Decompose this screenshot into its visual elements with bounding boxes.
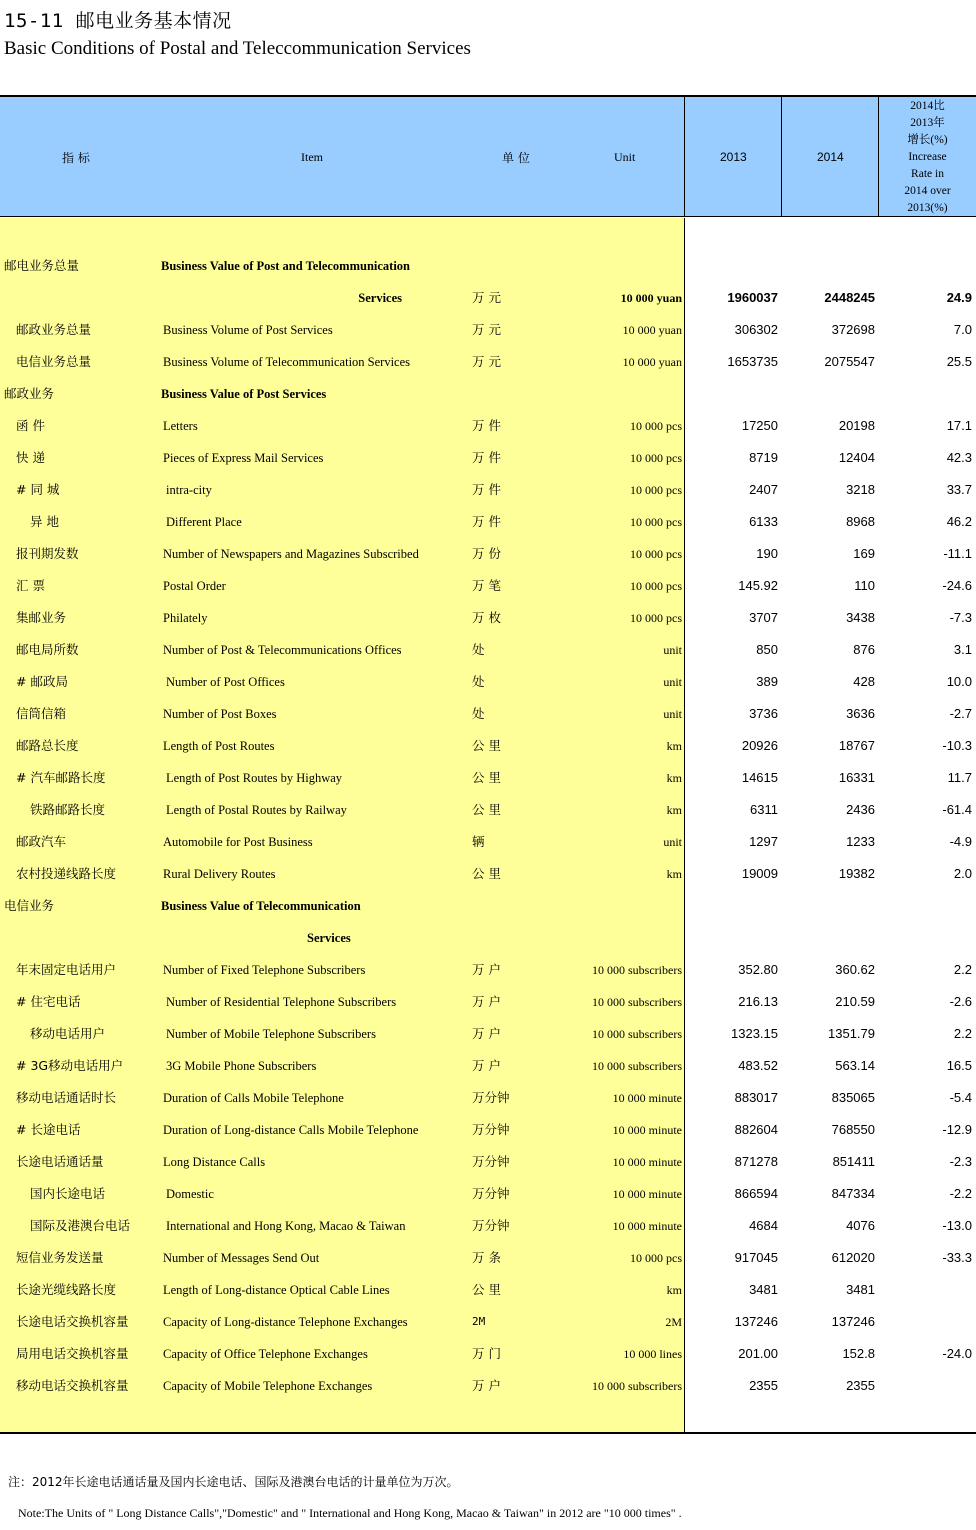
item-cn: 国内长途电话: [30, 1186, 106, 1201]
unit-cn: 辆: [472, 834, 485, 849]
table-row: [0, 538, 976, 570]
table-row: [0, 250, 976, 282]
header-item: Item: [301, 150, 323, 164]
value-2013: 917045: [734, 1250, 778, 1265]
table-row: [0, 474, 976, 506]
unit-en: 10 000 minute: [612, 1187, 682, 1201]
value-2014: 563.14: [835, 1058, 875, 1073]
value-increase-rate: 2.0: [953, 866, 972, 881]
value-increase-rate: 2.2: [953, 1026, 972, 1041]
value-2013: 2355: [749, 1378, 778, 1393]
unit-en: km: [666, 803, 682, 817]
table-row: [0, 1306, 976, 1338]
unit-en: unit: [663, 835, 682, 849]
value-increase-rate: 24.9: [946, 290, 972, 305]
page-title-cn: 15-11 邮电业务基本情况: [4, 10, 232, 32]
unit-en: 10 000 minute: [612, 1219, 682, 1233]
unit-en: 10 000 minute: [612, 1091, 682, 1105]
item-en: Different Place: [166, 515, 242, 529]
value-2014: 2355: [846, 1378, 875, 1393]
value-2014: 1351.79: [828, 1026, 875, 1041]
value-increase-rate: -10.3: [942, 738, 972, 753]
item-en: Length of Post Routes by Highway: [166, 771, 343, 785]
value-2014: 2448245: [824, 290, 875, 305]
value-increase-rate: -11.1: [943, 546, 972, 561]
value-2014: 169: [853, 546, 875, 561]
value-increase-rate: -4.9: [949, 834, 972, 849]
value-2014: 152.8: [842, 1346, 875, 1361]
item-cn: # 汽车邮路长度: [16, 770, 106, 785]
unit-cn: 公 里: [472, 1282, 501, 1297]
unit-cn: 处: [472, 706, 485, 721]
value-2013: 8719: [749, 450, 778, 465]
value-2014: 360.62: [835, 962, 875, 977]
unit-en: 10 000 subscribers: [592, 963, 682, 977]
value-increase-rate: 16.5: [946, 1058, 972, 1073]
value-2013: 2407: [749, 482, 778, 497]
unit-en: 10 000 subscribers: [592, 995, 682, 1009]
value-2014: 4076: [846, 1218, 875, 1233]
unit-cn: 万 元: [472, 290, 501, 305]
value-increase-rate: 17.1: [946, 418, 972, 433]
value-increase-rate: -24.6: [942, 578, 972, 593]
value-2013: 306302: [734, 322, 778, 337]
value-increase-rate: -2.6: [949, 994, 972, 1009]
unit-en: 10 000 subscribers: [592, 1027, 682, 1041]
table-row: [0, 602, 976, 634]
item-en: Length of Post Routes: [163, 739, 275, 753]
table-row: [0, 1338, 976, 1370]
unit-cn: 2M: [472, 1315, 486, 1328]
unit-cn: 万 笔: [472, 578, 501, 593]
table-row: [0, 570, 976, 602]
value-2013: 3707: [749, 610, 778, 625]
item-en: Business Value of Telecommunication: [161, 899, 361, 913]
value-increase-rate: 10.0: [946, 674, 972, 689]
value-2014: 2436: [846, 802, 875, 817]
header-2014: 2014: [817, 150, 844, 164]
item-en: Number of Post & Telecommunications Offices: [163, 643, 402, 657]
unit-cn: 万分钟: [472, 1218, 510, 1233]
unit-en: 10 000 minute: [612, 1155, 682, 1169]
value-2013: 483.52: [738, 1058, 778, 1073]
table-row: [0, 1018, 976, 1050]
value-2014: 12404: [838, 450, 875, 465]
unit-cn: 万 枚: [472, 610, 501, 625]
unit-en: unit: [663, 707, 682, 721]
item-en: Services: [358, 291, 402, 305]
item-en: Capacity of Office Telephone Exchanges: [163, 1347, 368, 1361]
unit-cn: 公 里: [472, 738, 501, 753]
header-rate-line: Increase: [908, 151, 947, 163]
item-cn: 函 件: [16, 418, 45, 433]
table-row: [0, 890, 976, 922]
item-en: intra-city: [166, 483, 212, 497]
item-cn: # 同 城: [16, 482, 60, 497]
item-cn: 国际及港澳台电话: [30, 1218, 131, 1233]
item-en: Number of Residential Telephone Subscribers: [166, 995, 397, 1009]
unit-cn: 万 元: [472, 354, 501, 369]
unit-en: 10 000 yuan: [622, 355, 682, 369]
item-en: Number of Fixed Telephone Subscribers: [163, 963, 366, 977]
item-cn: 邮路总长度: [16, 738, 79, 753]
item-cn: 集邮业务: [16, 610, 67, 625]
item-cn: 信筒信箱: [16, 706, 67, 721]
unit-en: 10 000 yuan: [620, 291, 682, 305]
header-unit-en: Unit: [614, 150, 636, 164]
unit-cn: 公 里: [472, 770, 501, 785]
unit-cn: 万 件: [472, 514, 501, 529]
value-2013: 1960037: [727, 290, 778, 305]
item-en: Pieces of Express Mail Services: [163, 451, 324, 465]
table-row: [0, 666, 976, 698]
table-row: [0, 858, 976, 890]
table-row: [0, 634, 976, 666]
note-en: Note:The Units of " Long Distance Calls","Domestic" and " International and Hong Kong, Macao & Taiwan" in 2012 are "10 000 times" .: [18, 1506, 682, 1520]
unit-en: 10 000 subscribers: [592, 1379, 682, 1393]
unit-cn: 万 户: [472, 1378, 501, 1393]
value-2013: 19009: [741, 866, 778, 881]
value-2014: 3636: [846, 706, 875, 721]
item-en: Number of Messages Send Out: [163, 1251, 320, 1265]
value-increase-rate: 2.2: [953, 962, 972, 977]
unit-en: unit: [663, 675, 682, 689]
item-en: Postal Order: [163, 579, 226, 593]
unit-en: unit: [663, 643, 682, 657]
unit-en: 10 000 pcs: [630, 483, 682, 497]
value-2014: 428: [853, 674, 875, 689]
item-cn: 邮电局所数: [16, 642, 79, 657]
item-en: Length of Long-distance Optical Cable Lines: [163, 1283, 390, 1297]
value-increase-rate: -7.3: [949, 610, 972, 625]
item-en: Business Volume of Telecommunication Services: [163, 355, 411, 369]
item-cn: 长途电话交换机容量: [16, 1314, 129, 1329]
unit-en: 2M: [665, 1315, 682, 1329]
value-increase-rate: -2.2: [949, 1186, 972, 1201]
value-increase-rate: -2.7: [949, 706, 972, 721]
value-2013: 1653735: [727, 354, 778, 369]
value-increase-rate: 33.7: [946, 482, 972, 497]
item-cn: # 3G移动电话用户: [16, 1058, 124, 1073]
item-en: Number of Post Boxes: [163, 707, 277, 721]
item-en: Services: [307, 931, 351, 945]
value-2014: 210.59: [835, 994, 875, 1009]
value-2013: 882604: [734, 1122, 778, 1137]
table-bottom-rule: [0, 1432, 976, 1434]
value-increase-rate: 25.5: [946, 354, 972, 369]
item-cn: 移动电话通话时长: [16, 1090, 117, 1105]
value-2013: 866594: [734, 1186, 778, 1201]
unit-cn: 万分钟: [472, 1122, 510, 1137]
item-en: Number of Mobile Telephone Subscribers: [166, 1027, 376, 1041]
value-2013: 871278: [734, 1154, 778, 1169]
item-en: 3G Mobile Phone Subscribers: [166, 1059, 317, 1073]
value-increase-rate: 46.2: [946, 514, 972, 529]
item-cn: 农村投递线路长度: [16, 866, 117, 881]
unit-cn: 万分钟: [472, 1186, 510, 1201]
table-row: [0, 730, 976, 762]
table-row: [0, 1274, 976, 1306]
value-2013: 3481: [749, 1282, 778, 1297]
item-en: Business Value of Post Services: [161, 387, 327, 401]
unit-en: 10 000 pcs: [630, 1251, 682, 1265]
unit-cn: 万 户: [472, 1026, 501, 1041]
item-en: Business Value of Post and Telecommunication: [161, 259, 411, 273]
unit-cn: 公 里: [472, 866, 501, 881]
item-en: Business Volume of Post Services: [163, 323, 333, 337]
value-2014: 20198: [838, 418, 875, 433]
unit-en: 10 000 pcs: [630, 547, 682, 561]
unit-cn: 公 里: [472, 802, 501, 817]
unit-cn: 万 户: [472, 962, 501, 977]
value-2014: 110: [854, 578, 875, 593]
value-2014: 8968: [846, 514, 875, 529]
unit-cn: 万 户: [472, 994, 501, 1009]
item-cn: 邮政业务总量: [16, 322, 92, 337]
table-row: [0, 1178, 976, 1210]
value-2013: 1297: [749, 834, 778, 849]
value-2013: 1323.15: [731, 1026, 778, 1041]
value-2013: 3736: [749, 706, 778, 721]
table-row: [0, 378, 976, 410]
value-2013: 17250: [741, 418, 778, 433]
header-rate-line: 2014比: [910, 100, 945, 112]
value-increase-rate: 42.3: [946, 450, 972, 465]
value-2014: 3218: [846, 482, 875, 497]
unit-cn: 万 户: [472, 1058, 501, 1073]
unit-cn: 处: [472, 674, 485, 689]
unit-cn: 万 门: [472, 1346, 501, 1361]
unit-cn: 万分钟: [472, 1154, 510, 1169]
value-increase-rate: 7.0: [953, 322, 972, 337]
value-2014: 1233: [846, 834, 875, 849]
value-2013: 14615: [741, 770, 778, 785]
value-increase-rate: -2.3: [949, 1154, 972, 1169]
table-row: [0, 314, 976, 346]
header-indicator-cn: 指 标: [62, 151, 90, 165]
value-2014: 2075547: [824, 354, 875, 369]
item-en: Long Distance Calls: [163, 1155, 266, 1169]
table-row: [0, 410, 976, 442]
value-2014: 16331: [838, 770, 875, 785]
table-row: [0, 282, 976, 314]
table-row: [0, 922, 976, 954]
header-rate-line: 2013(%): [907, 202, 948, 214]
header-rate-line: 2014 over: [904, 185, 951, 197]
unit-cn: 万 件: [472, 482, 501, 497]
table-row: [0, 506, 976, 538]
unit-cn: 万 件: [472, 418, 501, 433]
item-en: Capacity of Mobile Telephone Exchanges: [163, 1379, 373, 1393]
item-cn: 长途电话通话量: [16, 1154, 104, 1169]
item-cn: 电信业务: [4, 898, 55, 913]
item-cn: 邮政汽车: [16, 834, 67, 849]
unit-en: 10 000 pcs: [630, 579, 682, 593]
item-cn: 年末固定电话用户: [16, 962, 117, 977]
table-row: [0, 826, 976, 858]
value-increase-rate: -12.9: [942, 1122, 972, 1137]
item-cn: # 长途电话: [16, 1122, 81, 1137]
value-2014: 835065: [831, 1090, 875, 1105]
unit-en: 10 000 pcs: [630, 419, 682, 433]
item-cn: # 住宅电话: [16, 994, 81, 1009]
item-cn: # 邮政局: [16, 674, 68, 689]
value-2013: 883017: [734, 1090, 778, 1105]
item-cn: 移动电话交换机容量: [16, 1378, 129, 1393]
value-2014: 876: [853, 642, 875, 657]
item-en: International and Hong Kong, Macao & Taiwan: [166, 1219, 406, 1233]
header-rate-line: 增长(%): [907, 134, 948, 146]
value-2014: 372698: [831, 322, 875, 337]
value-increase-rate: -33.3: [942, 1250, 972, 1265]
page-title-en: Basic Conditions of Postal and Teleccommunication Services: [4, 38, 471, 59]
value-2013: 216.13: [738, 994, 778, 1009]
item-en: Letters: [163, 419, 198, 433]
table-row: [0, 1082, 976, 1114]
unit-en: km: [666, 867, 682, 881]
value-2013: 190: [756, 546, 778, 561]
item-cn: 异 地: [30, 514, 59, 529]
table-row: [0, 1114, 976, 1146]
unit-cn: 万分钟: [472, 1090, 510, 1105]
value-2014: 18767: [838, 738, 875, 753]
unit-en: 10 000 pcs: [630, 451, 682, 465]
item-en: Number of Newspapers and Magazines Subscribed: [163, 547, 419, 561]
value-increase-rate: -61.4: [942, 802, 972, 817]
unit-en: km: [666, 1283, 682, 1297]
unit-cn: 万 份: [472, 546, 501, 561]
header-increase-rate: [879, 98, 976, 217]
table-row: [0, 1050, 976, 1082]
header-divider: [781, 97, 782, 217]
unit-en: km: [666, 771, 682, 785]
item-cn: 邮电业务总量: [4, 258, 80, 273]
item-cn: 长途光缆线路长度: [16, 1282, 117, 1297]
header-rate-line: 2013年: [910, 117, 945, 129]
table-row: [0, 1146, 976, 1178]
item-cn: 邮政业务: [4, 386, 55, 401]
item-en: Domestic: [166, 1187, 214, 1201]
item-cn: 快 递: [16, 450, 45, 465]
unit-en: 10 000 pcs: [630, 611, 682, 625]
item-en: Duration of Long-distance Calls Mobile Telephone: [163, 1123, 419, 1137]
unit-cn: 万 件: [472, 450, 501, 465]
item-en: Length of Postal Routes by Railway: [166, 803, 347, 817]
value-2013: 6133: [749, 514, 778, 529]
header-2013: 2013: [720, 150, 747, 164]
item-cn: 铁路邮路长度: [30, 802, 106, 817]
value-2014: 768550: [831, 1122, 875, 1137]
item-en: Rural Delivery Routes: [163, 867, 276, 881]
unit-en: 10 000 subscribers: [592, 1059, 682, 1073]
table-row: [0, 794, 976, 826]
value-2014: 612020: [831, 1250, 875, 1265]
value-2014: 137246: [831, 1314, 875, 1329]
item-en: Capacity of Long-distance Telephone Exchanges: [163, 1315, 408, 1329]
table-row: [0, 954, 976, 986]
value-2013: 145.92: [738, 578, 778, 593]
value-increase-rate: 3.1: [953, 642, 972, 657]
table-row: [0, 698, 976, 730]
table-row: [0, 1242, 976, 1274]
table-row: [0, 442, 976, 474]
unit-en: 10 000 lines: [623, 1347, 682, 1361]
unit-cn: 万 条: [472, 1250, 501, 1265]
value-increase-rate: -13.0: [942, 1218, 972, 1233]
value-increase-rate: 11.7: [947, 770, 972, 785]
header-divider: [684, 97, 685, 217]
value-2014: 19382: [838, 866, 875, 881]
value-2013: 389: [756, 674, 778, 689]
item-en: Duration of Calls Mobile Telephone: [163, 1091, 344, 1105]
value-2014: 3438: [846, 610, 875, 625]
item-cn: 局用电话交换机容量: [16, 1346, 129, 1361]
unit-en: 10 000 yuan: [622, 323, 682, 337]
table-row: [0, 1370, 976, 1402]
item-cn: 报刊期发数: [16, 546, 79, 561]
value-2013: 352.80: [738, 962, 778, 977]
unit-en: km: [666, 739, 682, 753]
table-row: [0, 986, 976, 1018]
value-2013: 20926: [741, 738, 778, 753]
value-increase-rate: -24.0: [942, 1346, 972, 1361]
header-rate-line: Rate in: [911, 168, 944, 180]
table-row: [0, 762, 976, 794]
unit-cn: 万 元: [472, 322, 501, 337]
item-cn: 汇 票: [16, 578, 45, 593]
value-2013: 850: [756, 642, 778, 657]
item-en: Number of Post Offices: [166, 675, 285, 689]
item-cn: 电信业务总量: [16, 354, 92, 369]
item-cn: 移动电话用户: [30, 1026, 106, 1041]
value-2014: 847334: [831, 1186, 875, 1201]
unit-en: 10 000 pcs: [630, 515, 682, 529]
note-cn: 注：2012年长途电话通话量及国内长途电话、国际及港澳台电话的计量单位为万次。: [8, 1475, 459, 1489]
item-en: Philately: [163, 611, 208, 625]
item-en: Automobile for Post Business: [163, 835, 313, 849]
value-2013: 6311: [750, 802, 778, 817]
table-row: [0, 346, 976, 378]
value-2014: 851411: [832, 1154, 875, 1169]
unit-cn: 处: [472, 642, 485, 657]
value-2014: 3481: [846, 1282, 875, 1297]
value-increase-rate: -5.4: [949, 1090, 972, 1105]
item-cn: 短信业务发送量: [16, 1250, 104, 1265]
value-2013: 4684: [749, 1218, 778, 1233]
header-unit-cn: 单 位: [502, 151, 530, 165]
unit-en: 10 000 minute: [612, 1123, 682, 1137]
value-2013: 201.00: [738, 1346, 778, 1361]
table-row: [0, 1210, 976, 1242]
value-2013: 137246: [734, 1314, 778, 1329]
